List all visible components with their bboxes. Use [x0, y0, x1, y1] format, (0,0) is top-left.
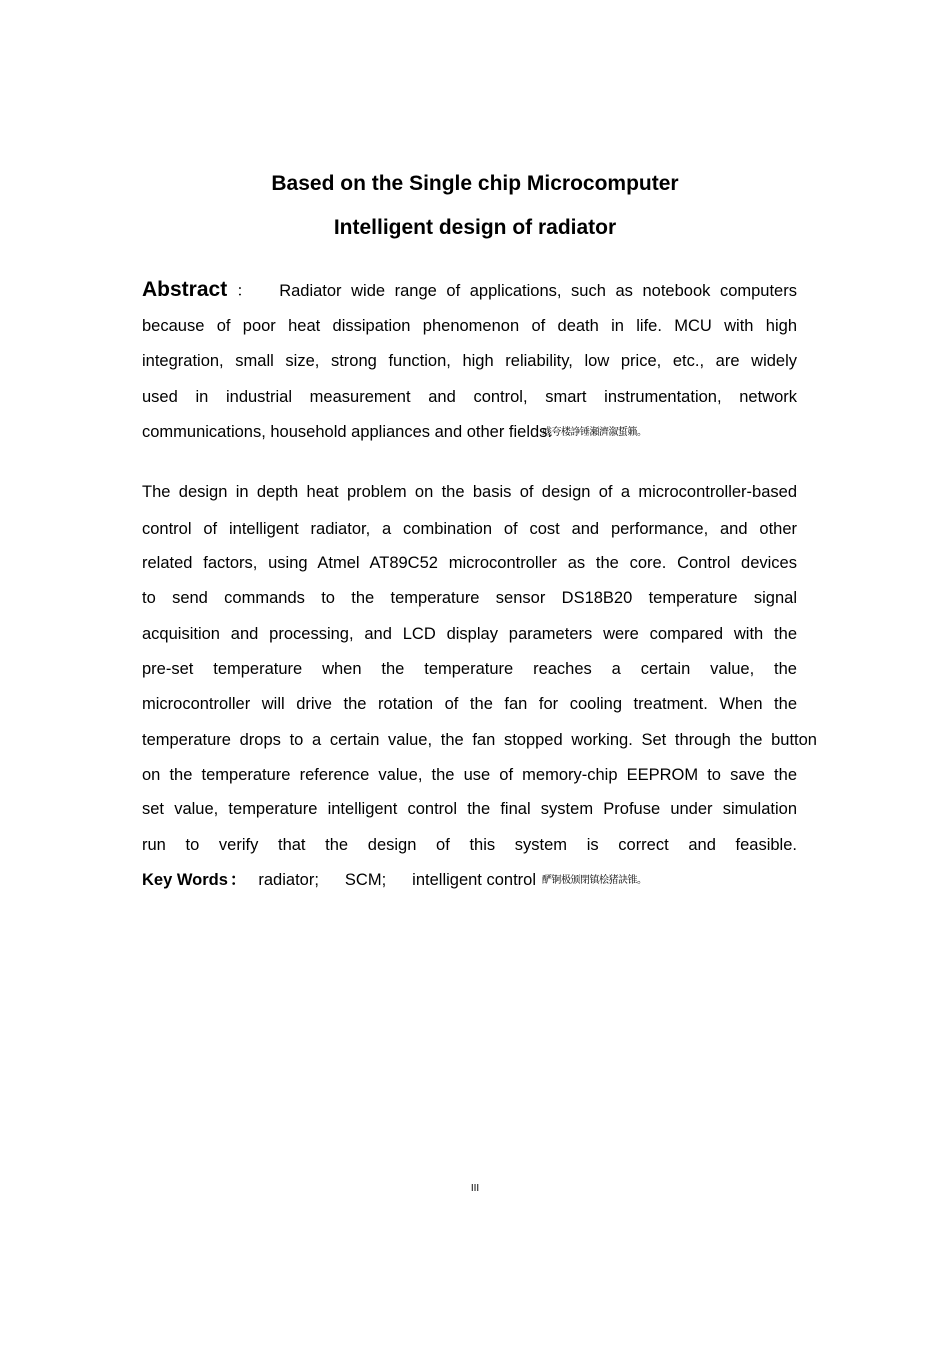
abstract-separator: ：	[231, 283, 258, 300]
body-line: on the temperature reference value, the use of memory-chip EEPROM to save the	[142, 766, 797, 784]
abstract-line: used in industrial measurement and control, smart instrumentation, network	[142, 388, 797, 406]
abstract-line	[142, 421, 797, 444]
abstract-label: Abstract	[142, 278, 228, 301]
body-line: set value, temperature intelligent control the final system Profuse under simulation	[142, 800, 797, 818]
body-line: control of intelligent radiator, a combination of cost and performance, and other	[142, 520, 797, 538]
abstract-text: Radiator wide range of applications, such as notebook computers	[279, 282, 797, 300]
garbled-text: 酽锕极颁閉镇桧猪訣锥。	[542, 875, 647, 886]
body-line: related factors, using Atmel AT89C52 microcontroller as the core. Control devices	[142, 554, 797, 572]
keywords-separator: ：	[229, 871, 247, 889]
page-number: III	[470, 1183, 480, 1194]
abstract-text: communications, household appliances and other fields.	[142, 423, 553, 441]
body-line: to send commands to the temperature sensor DS18B20 temperature signal	[142, 589, 797, 607]
garbled-text: 彧夸楼諍锤瀬濟溆蜇籟。	[542, 427, 647, 438]
page-title-line-1: Based on the Single chip Microcomputer	[271, 172, 679, 195]
abstract-line: integration, small size, strong function, high reliability, low price, etc., are widely	[142, 352, 797, 370]
keywords-label: Key Words	[142, 871, 228, 889]
keyword: intelligent control	[412, 871, 536, 889]
keyword: SCM;	[344, 871, 387, 889]
body-line: microcontroller will drive the rotation of the fan for cooling treatment. When the	[142, 695, 797, 713]
abstract-line	[142, 279, 797, 303]
keywords-line	[142, 869, 797, 892]
body-line: temperature drops to a certain value, the fan stopped working. Set through the button	[142, 731, 817, 749]
body-line: run to verify that the design of this system is correct and feasible.	[142, 836, 797, 854]
body-line: The design in depth heat problem on the basis of design of a microcontroller-based	[142, 483, 797, 501]
body-line: acquisition and processing, and LCD display parameters were compared with the	[142, 625, 797, 643]
abstract-line: because of poor heat dissipation phenomenon of death in life. MCU with high	[142, 317, 797, 335]
page-title-line-2: Intelligent design of radiator	[333, 216, 617, 239]
keyword: radiator;	[258, 871, 319, 889]
body-line: pre-set temperature when the temperature reaches a certain value, the	[142, 660, 797, 678]
